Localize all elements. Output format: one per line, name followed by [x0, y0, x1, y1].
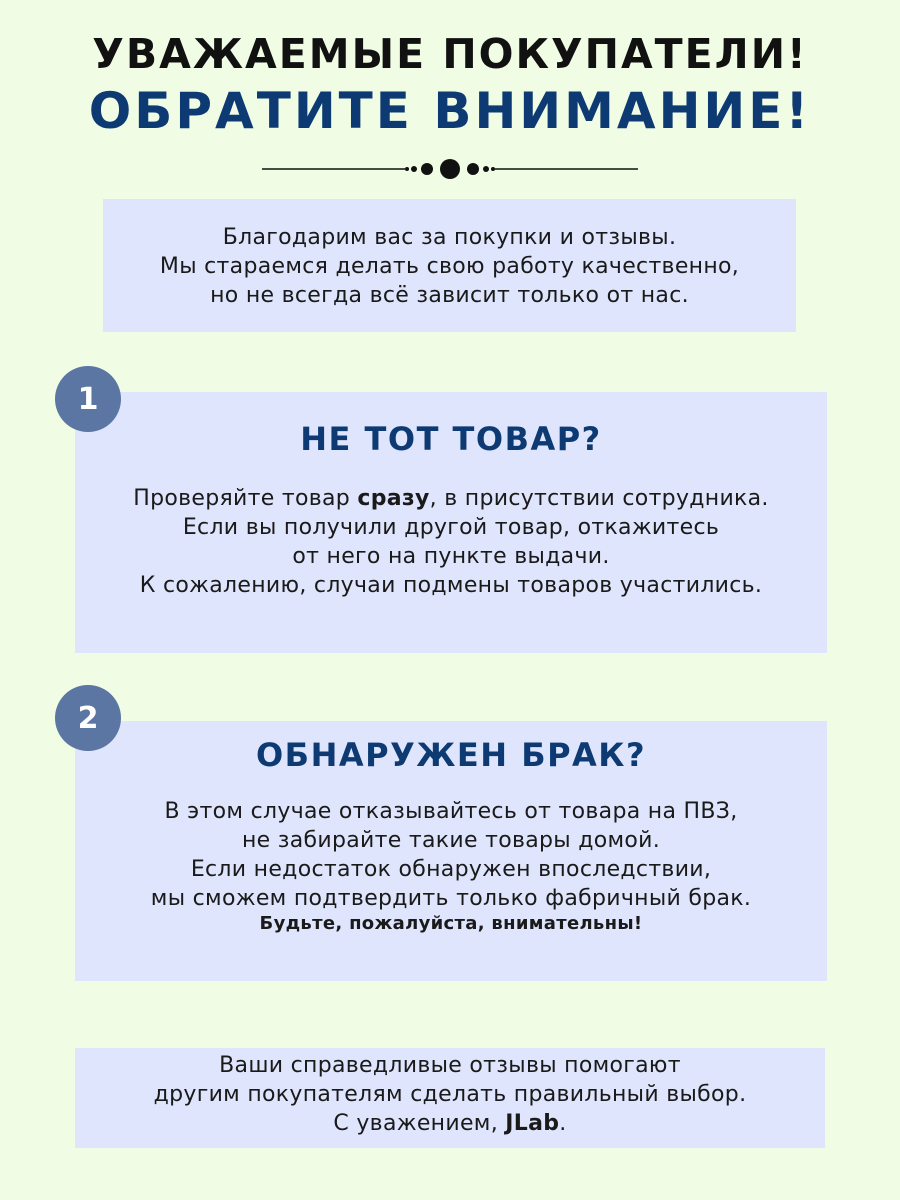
section-title: НЕ ТОТ ТОВАР? — [300, 420, 602, 458]
ornament-divider-icon — [262, 155, 638, 183]
intro-line: Мы стараемся делать свою работу качественно, — [159, 254, 740, 279]
section-title: ОБНАРУЖЕН БРАК? — [255, 736, 647, 774]
text-span: С уважением, — [333, 1111, 506, 1136]
intro-line: Благодарим вас за покупки и отзывы. — [222, 225, 677, 250]
footer-box — [75, 1048, 825, 1148]
header-line-2: ОБРАТИТЕ ВНИМАНИЕ! — [88, 82, 812, 140]
number-badge-2: 2 — [55, 685, 121, 751]
section-wrong-item — [75, 392, 827, 653]
header-line-1: УВАЖАЕМЫЕ ПОКУПАТЕЛИ! — [92, 30, 808, 78]
text-span: , в присутствии сотрудника. — [429, 486, 769, 511]
intro-box — [103, 199, 796, 332]
number-badge-1: 1 — [55, 366, 121, 432]
section-text-line: К сожалению, случаи подмены товаров участились. — [139, 573, 763, 598]
emphasis-text: сразу — [357, 486, 430, 511]
section-text-line: от него на пункте выдачи. — [292, 544, 610, 569]
brand-name: JLab — [505, 1111, 560, 1136]
section-text-line: не забирайте такие товары домой. — [241, 828, 661, 853]
section-text-line: В этом случае отказывайтесь от товара на ПВЗ, — [164, 799, 738, 824]
section-text-line: Если вы получили другой товар, откажитесь — [182, 515, 720, 540]
footer-line: Ваши справедливые отзывы помогают — [219, 1053, 681, 1078]
section-text-line: Если недостаток обнаружен впоследствии, — [190, 857, 712, 882]
section-defect — [75, 721, 827, 981]
footer-line — [75, 1109, 825, 1138]
section-text-line — [75, 484, 827, 513]
text-span: Проверяйте товар — [133, 486, 358, 511]
warning-text: Будьте, пожалуйста, внимательны! — [259, 913, 643, 934]
section-text-line: мы сможем подтвердить только фабричный брак. — [150, 886, 752, 911]
intro-line: но не всегда всё зависит только от нас. — [210, 283, 689, 308]
text-span: . — [559, 1111, 567, 1136]
footer-line: другим покупателям сделать правильный выбор. — [153, 1082, 747, 1107]
